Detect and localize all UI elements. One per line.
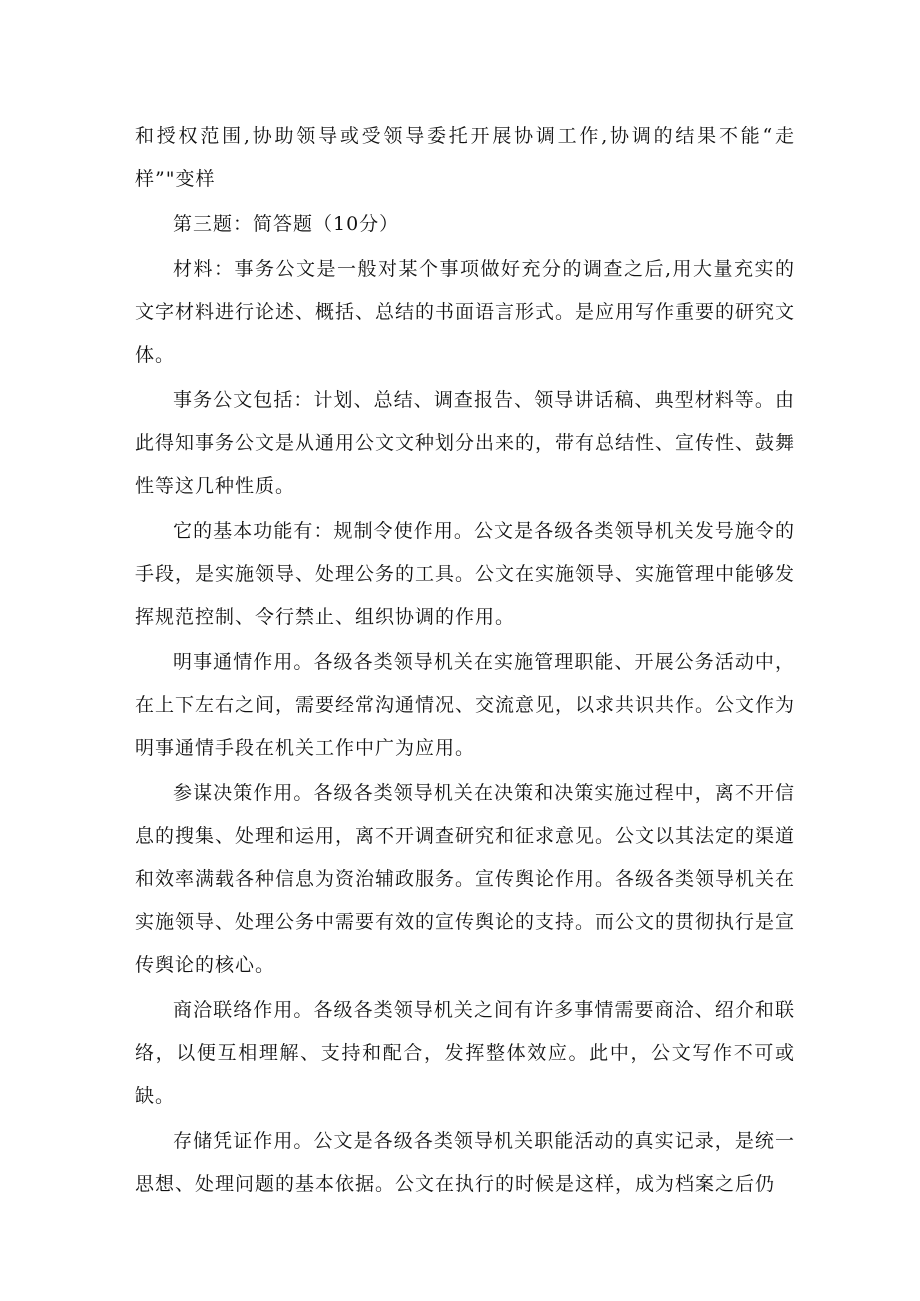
- paragraph-decision: 参谋决策作用。各级各类领导机关在决策和决策实施过程中，离不开信息的搜集、处理和运用，离不开调查研究和征求意见。公文以其法定的渠道和效率满载各种信息为资治辅政服务。宣传舆论作用。各级各类领导机关在实施领导、处理公务中需要有效的宣传舆论的支持。而公文的贯彻执行是宣传舆论的核心。: [135, 782, 796, 976]
- paragraph-communication: 明事通情作用。各级各类领导机关在实施管理职能、开展公务活动中，在上下左右之间，需要经常沟通情况、交流意见，以求共识共作。公文作为明事通情手段在机关工作中广为应用。: [135, 651, 796, 759]
- question-heading: 第三题：简答题（10分）: [173, 213, 400, 235]
- document-body: [135, 115, 795, 1206]
- paragraph-liaison: 商洽联络作用。各级各类领导机关之间有许多事情需要商洽、绍介和联络，以便互相理解、支持和配合，发挥整体效应。此中，公文写作不可或缺。: [135, 999, 795, 1107]
- paragraph-material: 材料：事务公文是一般对某个事项做好充分的调查之后,用大量充实的文字材料进行论述、概括、总结的书面语言形式。是应用写作重要的研究文体。: [135, 258, 796, 366]
- paragraph-continuation: 和授权范围,协助领导或受领导委托开展协调工作,协调的结果不能“走样”"变样: [135, 125, 795, 190]
- paragraph-types: 事务公文包括：计划、总结、调查报告、领导讲话稿、典型材料等。由此得知事务公文是从通用公文文种划分出来的，带有总结性、宣传性、鼓舞性等这几种性质。: [135, 389, 796, 497]
- paragraph-storage: 存储凭证作用。公文是各级各类领导机关职能活动的真实记录，是统一思想、处理问题的基本依据。公文在执行的时候是这样，成为档案之后仍: [135, 1130, 795, 1195]
- paragraph-basic-function: 它的基本功能有：规制令使作用。公文是各级各类领导机关发号施令的手段，是实施领导、处理公务的工具。公文在实施领导、实施管理中能够发挥规范控制、令行禁止、组织协调的作用。: [135, 520, 796, 628]
